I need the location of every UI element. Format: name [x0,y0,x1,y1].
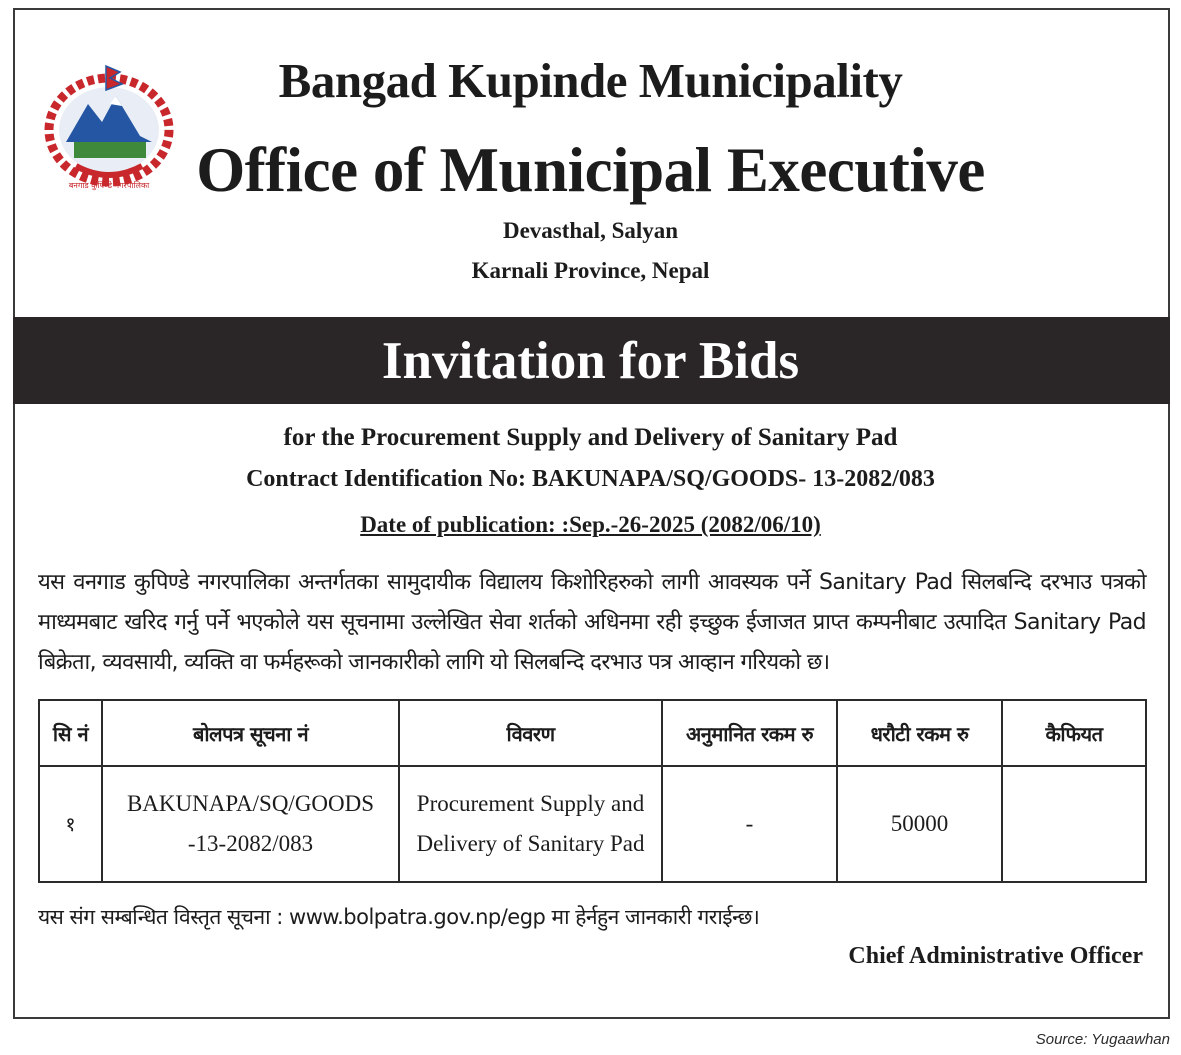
header-deposit-amount: धरौटी रकम रु [837,700,1002,766]
description-line-2: Delivery of Sanitary Pad [416,831,645,856]
notice-subtitle: for the Procurement Supply and Delivery of Sanitary Pad [283,424,898,451]
cell-estimated-amount: - [662,766,837,882]
contract-identification: Contract Identification No: BAKUNAPA/SQ/GOODS- 13-2082/083 [246,466,935,492]
cell-notice-no [102,766,399,882]
office-name: Office of Municipal Executive [196,135,985,205]
banner-title: Invitation for Bids [381,332,800,390]
header-estimated-amount: अनुमानित रकम रु [662,700,837,766]
publication-date-text: Date of publication: :Sep.-26-2025 (2082/06/10) [360,512,821,537]
cell-sn: १ [39,766,102,882]
signatory: Chief Administrative Officer [848,943,1143,969]
table-header-row [39,700,1146,766]
address-line-2: Karnali Province, Nepal [471,258,710,283]
notice-body: यस वनगाड कुपिण्डे नगरपालिका अन्तर्गतका सामुदायीक विद्यालय किशोरिहरुको लागी आवस्यक पर्ने Sanitary Pad सिलबन्दि दरभाउ पत्रको माध्यमबाट खरिद गर्नु पर्ने भएकोले यस सूचनामा उल्लेखित सेवा शर्तको अधिनमा रही इच्छुक ईजाजत प्राप्त कम्पनीबाट उत्पादित Sanitary Pad बिक्रेता, व्यवसायी, व्यक्ति वा फर्महरूको जानकारीको लागि यो सिलबन्दि दरभाउ पत्र आव्हान गरियको छ। [38,570,1146,675]
table-row [39,766,1146,882]
emblem-caption: बनगाड कुपिण्डे नगरपालिका [68,181,150,190]
header-remarks: कैफियत [1002,700,1146,766]
address-line-1: Devasthal, Salyan [502,218,679,243]
notice-no-line-2: -13-2082/083 [187,831,314,856]
municipality-name: Bangad Kupinde Municipality [278,53,903,108]
cell-description [399,766,662,882]
header-sn: सि नं [39,700,102,766]
description-line-1: Procurement Supply and [416,791,645,816]
bids-table [38,699,1147,883]
header-notice-no: बोलपत्र सूचना नं [102,700,399,766]
publication-date [0,512,1181,538]
notice-no-line-1: BAKUNAPA/SQ/GOODS [126,791,375,816]
cell-remarks [1002,766,1146,882]
header-description: विवरण [399,700,662,766]
footer-note: यस संग सम्बन्धित विस्तृत सूचना : www.bolpatra.gov.np/egp मा हेर्नहुन जानकारी गराईन्छ। [38,905,760,929]
source-credit: Source: Yugaawhan [1035,1031,1170,1048]
cell-deposit-amount: 50000 [837,766,1002,882]
